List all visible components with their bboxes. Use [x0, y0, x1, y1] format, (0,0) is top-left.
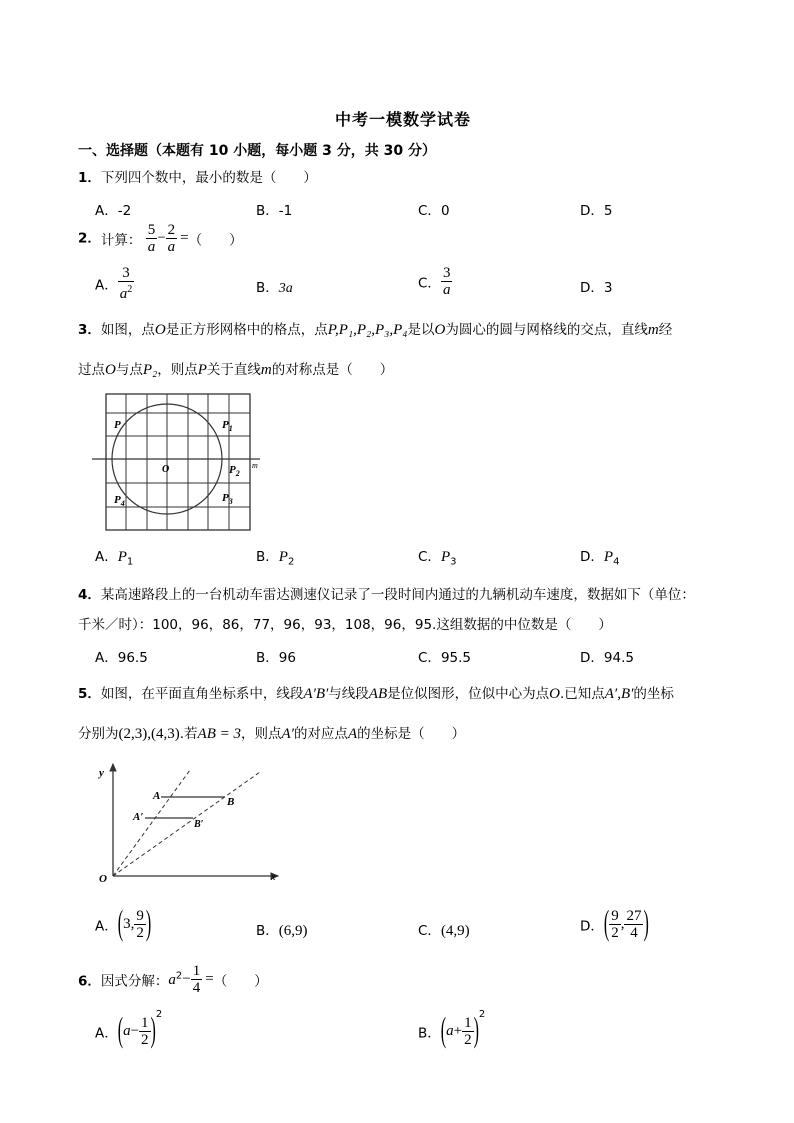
q4-option-b[interactable]: B．96	[256, 650, 296, 666]
q1-option-c[interactable]: C．0	[418, 203, 450, 219]
question-text: 下列四个数中，最小的数是（ ）	[100, 170, 317, 186]
q3-option-d[interactable]: D．$P_4$	[580, 549, 620, 568]
q5-option-d[interactable]: D．( $\frac{9}{2}$ , $\frac{27}{4}$ )	[580, 904, 649, 943]
q1-option-a[interactable]: A．-2	[95, 203, 132, 219]
question-4-line-1: 4．某高速路段上的一台机动车雷达测速仪记录了一段时间内通过的九辆机动车速度，数据如下（单位：	[78, 587, 695, 603]
q2-option-a[interactable]: A． $\frac{3}{a^2}$	[95, 265, 133, 302]
label-O: O	[162, 464, 170, 475]
q4-option-d[interactable]: D．94.5	[580, 650, 634, 666]
axis-y-label: y	[99, 767, 104, 779]
homothety-figure	[95, 758, 285, 888]
origin-label: O	[99, 873, 107, 885]
point-B1-label: B′	[194, 819, 204, 830]
question-5-line-2: 分别为(2,3),(4,3).若AB = 3，则点A′的对应点A的坐标是（ ）	[78, 726, 466, 742]
section-heading: 一、选择题（本题有 10 小题，每小题 3 分，共 30 分）	[78, 143, 436, 159]
q2-option-b[interactable]: B．3a	[256, 280, 293, 296]
question-6: 6．因式分解：$a^2-$ $\frac{1}{4}$ =（ ）	[78, 963, 268, 996]
question-2: 2．计算： $\frac{5}{a}$ − $\frac{2}{a}$ =（ ）	[78, 222, 243, 255]
point-B-label: B	[227, 796, 235, 808]
q3-option-a[interactable]: A．$P_1$	[95, 549, 134, 568]
q3-option-c[interactable]: C．$P_3$	[418, 549, 457, 568]
label-m: m	[252, 461, 258, 470]
axis-x-label: x	[271, 872, 276, 883]
question-5-line-1: 5．如图，在平面直角坐标系中，线段A′B′与线段AB是位似图形，位似中心为点O.已知点A′,B′的坐标	[78, 686, 674, 702]
label-P4: $P_4$	[114, 494, 125, 508]
label-P2: $P_2$	[229, 464, 240, 478]
q5-option-b[interactable]: B．(6,9)	[256, 923, 308, 939]
question-number: 1．	[78, 170, 101, 186]
q4-option-a[interactable]: A．96.5	[95, 650, 148, 666]
fraction: $\frac{2}{a}$	[167, 222, 176, 255]
label-P3: $P_3$	[222, 492, 233, 506]
q1-option-d[interactable]: D．5	[580, 203, 613, 219]
q3-option-b[interactable]: B．$P_2$	[256, 549, 295, 568]
point-A1-label: A′	[133, 811, 144, 823]
question-4-line-2: 千米／时）：100，96，86，77，96，93，108，96，95.这组数据的中位数是（ ）	[78, 617, 612, 633]
q1-option-b[interactable]: B．-1	[256, 203, 293, 219]
q4-option-c[interactable]: C．95.5	[418, 650, 471, 666]
q2-option-c[interactable]: C． $\frac{3}{a}$	[418, 265, 451, 298]
question-1	[78, 166, 317, 186]
question-3-line-2: 过点O与点P₂，则点P关于直线m的对称点是（ ）	[78, 362, 394, 378]
grid-circle-figure	[92, 388, 264, 534]
label-P: P	[114, 419, 121, 431]
point-A-label: A	[153, 790, 161, 802]
q5-option-a[interactable]: A．(3, $\frac{9}{2}$ )	[95, 904, 152, 943]
label-P1: $P_1$	[222, 419, 233, 433]
question-3-line-1: 3．如图，点O是正方形网格中的格点，点P,P₁,P₂,P₃,P₄是以O为圆心的圆与网格线的交点，直线m经	[78, 322, 673, 338]
q6-option-b[interactable]: B．(a+ $\frac{1}{2}$ )$^2$	[418, 1009, 486, 1050]
fraction: $\frac{5}{a}$	[147, 222, 156, 255]
q6-option-a[interactable]: A．(a− $\frac{1}{2}$ )$^2$	[95, 1009, 163, 1050]
page-title: 中考一模数学试卷	[335, 110, 472, 129]
q2-option-d[interactable]: D．3	[580, 280, 613, 296]
q5-option-c[interactable]: C．(4,9)	[418, 923, 470, 939]
